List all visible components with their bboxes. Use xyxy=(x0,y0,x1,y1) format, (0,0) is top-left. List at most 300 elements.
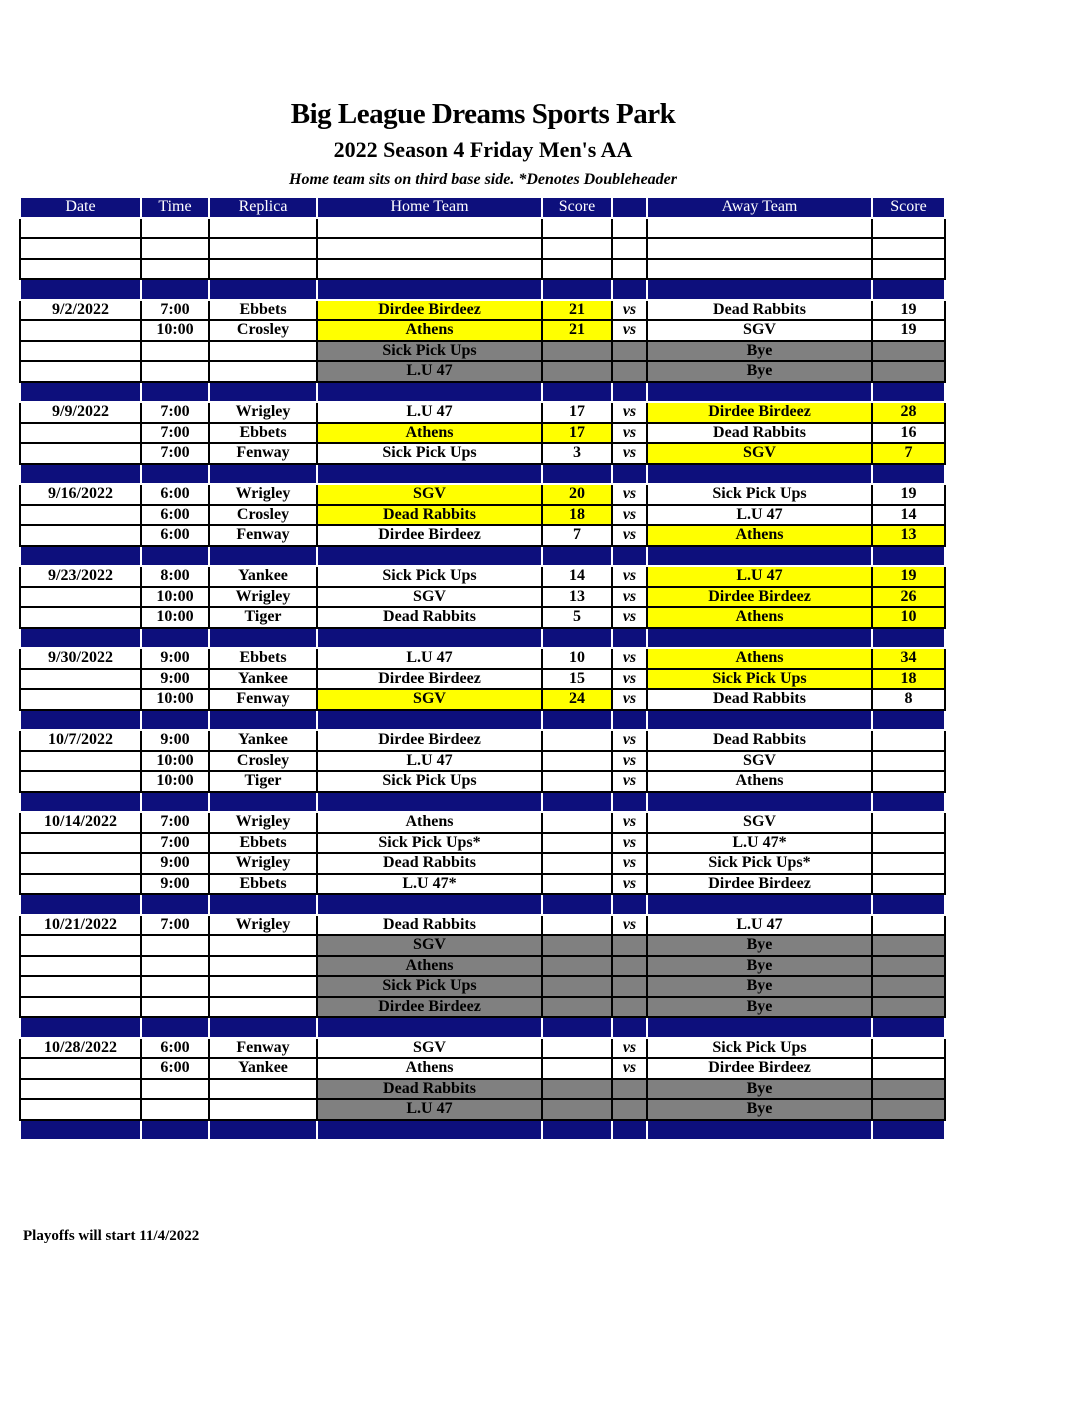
away-team-cell: SGV xyxy=(647,320,872,341)
home-score-cell: 17 xyxy=(542,423,612,444)
away-score-cell xyxy=(872,1058,945,1079)
vs-cell: vs xyxy=(612,587,647,608)
replica-cell: Ebbets xyxy=(209,423,317,444)
away-score-cell: 19 xyxy=(872,300,945,321)
week-separator-row xyxy=(20,710,945,731)
away-score-cell: 19 xyxy=(872,484,945,505)
col-header-home-team: Home Team xyxy=(317,197,542,218)
game-row xyxy=(20,833,945,854)
bye-row xyxy=(20,997,945,1018)
away-score-cell xyxy=(872,218,945,239)
time-cell: 9:00 xyxy=(141,669,209,690)
replica-cell: Fenway xyxy=(209,689,317,710)
time-cell: 7:00 xyxy=(141,300,209,321)
away-team-cell: Bye xyxy=(647,956,872,977)
away-team-cell xyxy=(647,894,872,915)
time-cell: 10:00 xyxy=(141,607,209,628)
away-team-cell: Bye xyxy=(647,935,872,956)
home-score-cell: 24 xyxy=(542,689,612,710)
home-team-cell: Athens xyxy=(317,423,542,444)
col-header-home-score: Score xyxy=(542,197,612,218)
time-cell: 10:00 xyxy=(141,771,209,792)
header-row xyxy=(20,197,945,218)
col-header-date: Date xyxy=(20,197,141,218)
vs-cell: vs xyxy=(612,771,647,792)
replica-cell: Yankee xyxy=(209,566,317,587)
col-header-vs xyxy=(612,197,647,218)
date-cell: 10/14/2022 xyxy=(20,812,141,833)
home-score-cell xyxy=(542,833,612,854)
away-team-cell: Sick Pick Ups xyxy=(647,669,872,690)
date-cell xyxy=(20,1017,141,1038)
date-cell xyxy=(20,956,141,977)
home-score-cell xyxy=(542,853,612,874)
home-team-cell: L.U 47 xyxy=(317,648,542,669)
time-cell: 6:00 xyxy=(141,484,209,505)
time-cell: 7:00 xyxy=(141,812,209,833)
home-score-cell xyxy=(542,238,612,259)
away-team-cell xyxy=(647,259,872,280)
home-score-cell xyxy=(542,792,612,813)
replica-cell xyxy=(209,935,317,956)
blank-row xyxy=(20,218,945,239)
home-score-cell: 15 xyxy=(542,669,612,690)
away-score-cell xyxy=(872,341,945,362)
vs-cell: vs xyxy=(612,423,647,444)
game-row xyxy=(20,853,945,874)
home-team-cell: Sick Pick Ups xyxy=(317,771,542,792)
away-score-cell: 8 xyxy=(872,689,945,710)
replica-cell xyxy=(209,894,317,915)
vs-cell xyxy=(612,956,647,977)
date-cell xyxy=(20,1079,141,1100)
away-team-cell xyxy=(647,218,872,239)
replica-cell: Ebbets xyxy=(209,648,317,669)
away-score-cell xyxy=(872,997,945,1018)
home-team-cell xyxy=(317,382,542,403)
time-cell xyxy=(141,382,209,403)
time-cell xyxy=(141,464,209,485)
home-team-cell: Dead Rabbits xyxy=(317,853,542,874)
vs-cell xyxy=(612,259,647,280)
bye-row xyxy=(20,341,945,362)
home-score-cell: 20 xyxy=(542,484,612,505)
home-score-cell xyxy=(542,976,612,997)
home-score-cell xyxy=(542,1120,612,1141)
home-team-cell xyxy=(317,218,542,239)
vs-cell: vs xyxy=(612,853,647,874)
away-score-cell: 10 xyxy=(872,607,945,628)
away-score-cell xyxy=(872,1017,945,1038)
vs-cell: vs xyxy=(612,300,647,321)
away-team-cell: Bye xyxy=(647,976,872,997)
vs-cell xyxy=(612,935,647,956)
home-team-cell: L.U 47 xyxy=(317,1099,542,1120)
home-team-cell: L.U 47 xyxy=(317,402,542,423)
week-separator-row xyxy=(20,628,945,649)
home-team-cell: Dead Rabbits xyxy=(317,607,542,628)
time-cell xyxy=(141,894,209,915)
game-row xyxy=(20,730,945,751)
game-row xyxy=(20,505,945,526)
away-team-cell: Dirdee Birdeez xyxy=(647,402,872,423)
vs-cell: vs xyxy=(612,443,647,464)
home-score-cell: 13 xyxy=(542,587,612,608)
away-score-cell xyxy=(872,915,945,936)
away-score-cell xyxy=(872,853,945,874)
vs-cell xyxy=(612,546,647,567)
away-score-cell xyxy=(872,935,945,956)
away-team-cell: Bye xyxy=(647,341,872,362)
home-team-cell: Athens xyxy=(317,320,542,341)
date-cell xyxy=(20,935,141,956)
home-score-cell xyxy=(542,812,612,833)
time-cell: 9:00 xyxy=(141,874,209,895)
replica-cell: Wrigley xyxy=(209,853,317,874)
away-team-cell: Dirdee Birdeez xyxy=(647,587,872,608)
away-score-cell: 19 xyxy=(872,320,945,341)
week-separator-row xyxy=(20,894,945,915)
away-score-cell xyxy=(872,361,945,382)
vs-cell: vs xyxy=(612,915,647,936)
replica-cell xyxy=(209,792,317,813)
away-team-cell: Dead Rabbits xyxy=(647,423,872,444)
date-cell xyxy=(20,628,141,649)
game-row xyxy=(20,484,945,505)
replica-cell: Yankee xyxy=(209,669,317,690)
replica-cell xyxy=(209,956,317,977)
home-team-cell xyxy=(317,464,542,485)
home-team-cell: SGV xyxy=(317,484,542,505)
home-team-cell: SGV xyxy=(317,1038,542,1059)
replica-cell: Wrigley xyxy=(209,812,317,833)
schedule-body xyxy=(20,218,945,1141)
replica-cell: Crosley xyxy=(209,320,317,341)
away-team-cell: L.U 47 xyxy=(647,505,872,526)
away-team-cell: Dead Rabbits xyxy=(647,689,872,710)
home-team-cell: SGV xyxy=(317,689,542,710)
home-team-cell: Sick Pick Ups xyxy=(317,566,542,587)
home-score-cell xyxy=(542,915,612,936)
game-row xyxy=(20,812,945,833)
vs-cell xyxy=(612,1017,647,1038)
time-cell xyxy=(141,997,209,1018)
vs-cell xyxy=(612,361,647,382)
away-team-cell: Sick Pick Ups xyxy=(647,1038,872,1059)
vs-cell: vs xyxy=(612,689,647,710)
date-cell xyxy=(20,1058,141,1079)
time-cell: 9:00 xyxy=(141,648,209,669)
date-cell xyxy=(20,587,141,608)
away-score-cell xyxy=(872,710,945,731)
away-score-cell xyxy=(872,628,945,649)
vs-cell: vs xyxy=(612,669,647,690)
replica-cell: Tiger xyxy=(209,771,317,792)
date-cell: 9/16/2022 xyxy=(20,484,141,505)
home-team-cell xyxy=(317,238,542,259)
game-row xyxy=(20,443,945,464)
vs-cell: vs xyxy=(612,525,647,546)
home-team-cell: Dirdee Birdeez xyxy=(317,525,542,546)
week-separator-row xyxy=(20,792,945,813)
vs-cell xyxy=(612,382,647,403)
home-score-cell xyxy=(542,546,612,567)
time-cell xyxy=(141,628,209,649)
away-team-cell: Dirdee Birdeez xyxy=(647,874,872,895)
game-row xyxy=(20,300,945,321)
away-team-cell: Dirdee Birdeez xyxy=(647,1058,872,1079)
date-cell xyxy=(20,833,141,854)
away-team-cell xyxy=(647,628,872,649)
away-score-cell: 16 xyxy=(872,423,945,444)
replica-cell: Wrigley xyxy=(209,402,317,423)
playoffs-note: Playoffs will start 11/4/2022 xyxy=(23,1228,200,1244)
time-cell: 8:00 xyxy=(141,566,209,587)
replica-cell: Ebbets xyxy=(209,833,317,854)
game-row xyxy=(20,648,945,669)
vs-cell: vs xyxy=(612,402,647,423)
date-cell xyxy=(20,710,141,731)
away-team-cell: L.U 47 xyxy=(647,566,872,587)
time-cell: 7:00 xyxy=(141,833,209,854)
vs-cell: vs xyxy=(612,607,647,628)
home-score-cell xyxy=(542,279,612,300)
home-score-cell xyxy=(542,361,612,382)
away-score-cell xyxy=(872,238,945,259)
bye-row xyxy=(20,1079,945,1100)
date-cell xyxy=(20,771,141,792)
time-cell: 10:00 xyxy=(141,751,209,772)
away-team-cell: Bye xyxy=(647,361,872,382)
away-score-cell xyxy=(872,1038,945,1059)
time-cell: 7:00 xyxy=(141,402,209,423)
home-team-cell xyxy=(317,546,542,567)
bye-row xyxy=(20,1099,945,1120)
game-row xyxy=(20,689,945,710)
bye-row xyxy=(20,976,945,997)
home-score-cell xyxy=(542,1017,612,1038)
bye-row xyxy=(20,956,945,977)
away-score-cell: 18 xyxy=(872,669,945,690)
col-header-time: Time xyxy=(141,197,209,218)
vs-cell: vs xyxy=(612,484,647,505)
replica-cell: Fenway xyxy=(209,443,317,464)
home-score-cell xyxy=(542,874,612,895)
home-team-cell: Dirdee Birdeez xyxy=(317,669,542,690)
date-cell xyxy=(20,259,141,280)
vs-cell: vs xyxy=(612,730,647,751)
vs-cell xyxy=(612,218,647,239)
time-cell: 10:00 xyxy=(141,587,209,608)
away-team-cell xyxy=(647,382,872,403)
replica-cell xyxy=(209,464,317,485)
game-row xyxy=(20,751,945,772)
replica-cell xyxy=(209,710,317,731)
home-score-cell xyxy=(542,1038,612,1059)
date-cell xyxy=(20,423,141,444)
away-score-cell xyxy=(872,1099,945,1120)
replica-cell xyxy=(209,1120,317,1141)
home-team-cell: Athens xyxy=(317,1058,542,1079)
home-team-cell xyxy=(317,259,542,280)
home-team-cell: SGV xyxy=(317,935,542,956)
away-score-cell xyxy=(872,730,945,751)
vs-cell: vs xyxy=(612,812,647,833)
home-team-cell: Sick Pick Ups xyxy=(317,341,542,362)
game-row xyxy=(20,402,945,423)
home-team-cell xyxy=(317,894,542,915)
home-team-cell: Dead Rabbits xyxy=(317,1079,542,1100)
replica-cell xyxy=(209,382,317,403)
date-cell xyxy=(20,525,141,546)
date-cell xyxy=(20,218,141,239)
home-score-cell: 14 xyxy=(542,566,612,587)
home-team-cell xyxy=(317,1120,542,1141)
replica-cell: Yankee xyxy=(209,1058,317,1079)
away-score-cell: 14 xyxy=(872,505,945,526)
game-row xyxy=(20,607,945,628)
away-score-cell: 13 xyxy=(872,525,945,546)
date-cell: 9/23/2022 xyxy=(20,566,141,587)
time-cell: 9:00 xyxy=(141,853,209,874)
away-team-cell xyxy=(647,464,872,485)
replica-cell xyxy=(209,341,317,362)
col-header-away-team: Away Team xyxy=(647,197,872,218)
date-cell xyxy=(20,1120,141,1141)
game-row xyxy=(20,587,945,608)
game-row xyxy=(20,423,945,444)
date-cell: 9/9/2022 xyxy=(20,402,141,423)
home-score-cell: 21 xyxy=(542,300,612,321)
vs-cell xyxy=(612,279,647,300)
vs-cell xyxy=(612,238,647,259)
away-team-cell: SGV xyxy=(647,443,872,464)
date-cell xyxy=(20,894,141,915)
replica-cell xyxy=(209,1099,317,1120)
date-cell xyxy=(20,464,141,485)
home-team-cell: L.U 47 xyxy=(317,361,542,382)
date-cell xyxy=(20,505,141,526)
time-cell xyxy=(141,546,209,567)
home-team-cell: L.U 47 xyxy=(317,751,542,772)
replica-cell: Fenway xyxy=(209,525,317,546)
vs-cell: vs xyxy=(612,505,647,526)
time-cell: 6:00 xyxy=(141,1038,209,1059)
home-team-cell xyxy=(317,1017,542,1038)
away-team-cell: Athens xyxy=(647,525,872,546)
time-cell xyxy=(141,279,209,300)
replica-cell xyxy=(209,1079,317,1100)
away-score-cell xyxy=(872,1079,945,1100)
home-team-cell: Dirdee Birdeez xyxy=(317,997,542,1018)
week-separator-row xyxy=(20,1120,945,1141)
replica-cell xyxy=(209,279,317,300)
away-score-cell xyxy=(872,874,945,895)
date-cell xyxy=(20,997,141,1018)
time-cell xyxy=(141,1120,209,1141)
blank-row xyxy=(20,238,945,259)
vs-cell xyxy=(612,976,647,997)
home-team-cell: SGV xyxy=(317,587,542,608)
home-score-cell: 3 xyxy=(542,443,612,464)
time-cell xyxy=(141,792,209,813)
time-cell xyxy=(141,1099,209,1120)
time-cell xyxy=(141,238,209,259)
date-cell: 9/30/2022 xyxy=(20,648,141,669)
vs-cell: vs xyxy=(612,1038,647,1059)
away-score-cell xyxy=(872,956,945,977)
replica-cell: Wrigley xyxy=(209,484,317,505)
week-separator-row xyxy=(20,1017,945,1038)
game-row xyxy=(20,669,945,690)
page-subtitle: 2022 Season 4 Friday Men's AA xyxy=(333,137,633,162)
date-cell xyxy=(20,669,141,690)
date-cell xyxy=(20,976,141,997)
home-team-cell xyxy=(317,279,542,300)
home-score-cell xyxy=(542,956,612,977)
time-cell xyxy=(141,935,209,956)
away-score-cell xyxy=(872,833,945,854)
time-cell xyxy=(141,259,209,280)
away-score-cell: 19 xyxy=(872,566,945,587)
vs-cell: vs xyxy=(612,1058,647,1079)
home-score-cell xyxy=(542,1058,612,1079)
game-row xyxy=(20,1038,945,1059)
away-score-cell: 7 xyxy=(872,443,945,464)
bye-row xyxy=(20,935,945,956)
replica-cell: Fenway xyxy=(209,1038,317,1059)
replica-cell: Wrigley xyxy=(209,915,317,936)
away-score-cell xyxy=(872,976,945,997)
home-team-cell: Sick Pick Ups xyxy=(317,443,542,464)
date-cell xyxy=(20,546,141,567)
time-cell: 6:00 xyxy=(141,505,209,526)
home-team-cell xyxy=(317,710,542,731)
time-cell: 7:00 xyxy=(141,443,209,464)
date-cell xyxy=(20,443,141,464)
away-team-cell xyxy=(647,1017,872,1038)
away-team-cell: Dead Rabbits xyxy=(647,300,872,321)
col-header-replica: Replica xyxy=(209,197,317,218)
away-team-cell xyxy=(647,546,872,567)
home-score-cell xyxy=(542,730,612,751)
blank-row xyxy=(20,259,945,280)
away-team-cell xyxy=(647,238,872,259)
game-row xyxy=(20,874,945,895)
home-score-cell xyxy=(542,1099,612,1120)
time-cell: 9:00 xyxy=(141,730,209,751)
vs-cell: vs xyxy=(612,566,647,587)
home-team-cell xyxy=(317,792,542,813)
away-team-cell: Athens xyxy=(647,771,872,792)
away-team-cell: Bye xyxy=(647,997,872,1018)
away-team-cell: SGV xyxy=(647,751,872,772)
away-score-cell xyxy=(872,894,945,915)
home-team-cell: Athens xyxy=(317,812,542,833)
home-score-cell: 5 xyxy=(542,607,612,628)
away-score-cell xyxy=(872,771,945,792)
date-cell xyxy=(20,382,141,403)
home-score-cell xyxy=(542,628,612,649)
time-cell: 6:00 xyxy=(141,1058,209,1079)
replica-cell: Ebbets xyxy=(209,300,317,321)
vs-cell: vs xyxy=(612,874,647,895)
vs-cell: vs xyxy=(612,320,647,341)
replica-cell xyxy=(209,997,317,1018)
away-team-cell: SGV xyxy=(647,812,872,833)
away-team-cell: L.U 47* xyxy=(647,833,872,854)
time-cell xyxy=(141,976,209,997)
